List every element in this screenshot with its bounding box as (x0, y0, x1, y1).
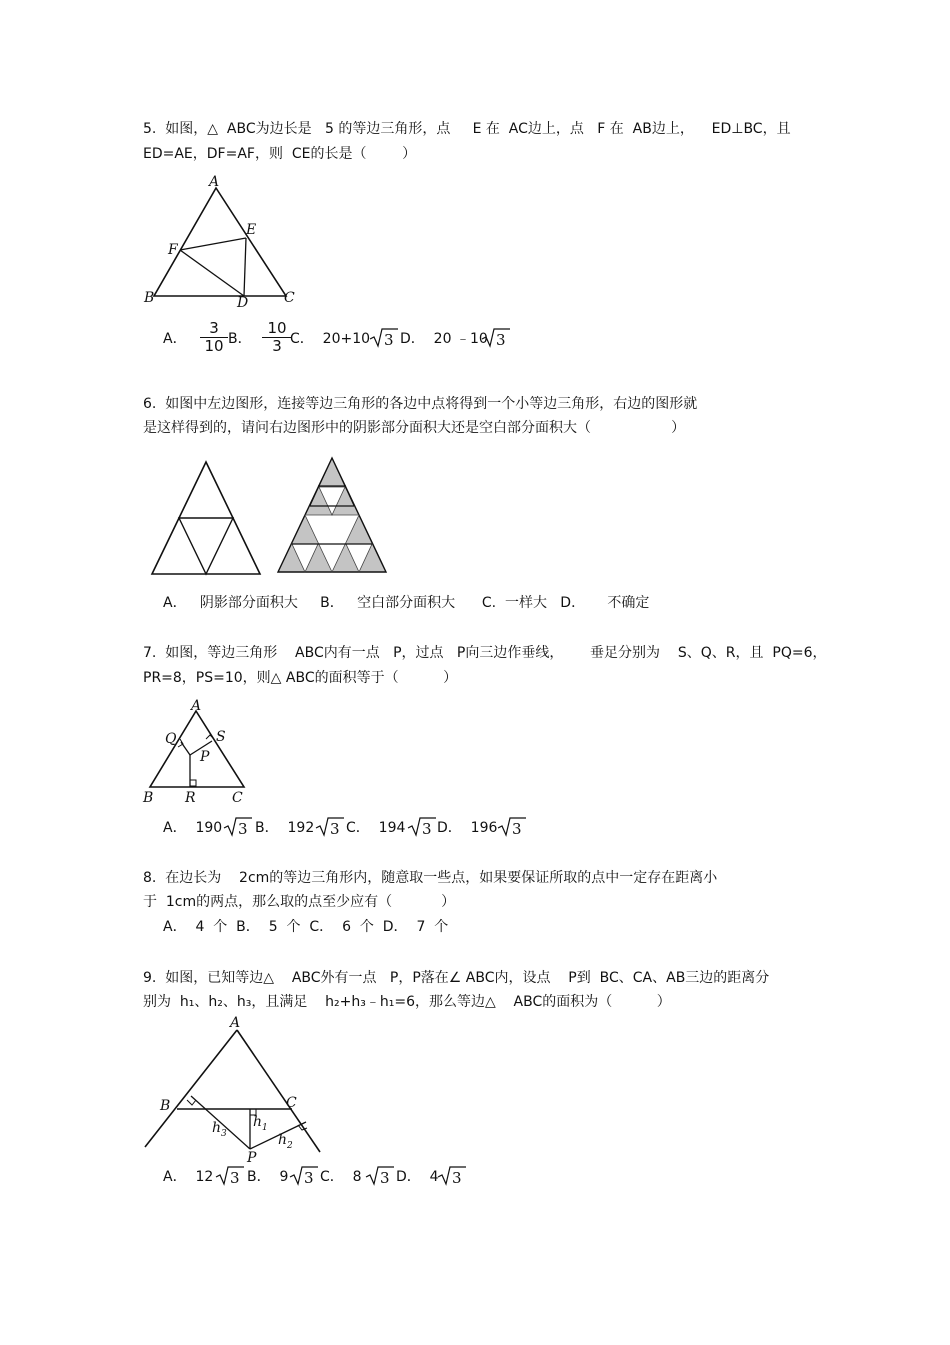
q7-option-b-radicand: 3 (330, 820, 340, 838)
q7-option-b-sqrt (314, 815, 346, 839)
q6-right-figure (272, 450, 397, 580)
q9-option-b-sqrt (288, 1164, 320, 1188)
q5-option-c-label: C． 20+10 (290, 331, 371, 347)
q9-label-h2-sub: 2 (287, 1141, 293, 1151)
q9-label-h1-sub: 1 (262, 1123, 268, 1133)
q5-label-e: E (246, 222, 257, 238)
q9-option-a-sqrt (214, 1164, 246, 1188)
q6-left-figure (140, 450, 270, 580)
q5-option-d-radicand: 3 (496, 331, 506, 349)
q5-option-d-sqrt (480, 326, 512, 350)
q9-option-d-radicand: 3 (452, 1169, 462, 1187)
q9-option-d-label: D． 4 (396, 1169, 439, 1185)
q9-stem-line1: 9. 如图，已知等边△ ABC外有一点 P，P落在∠ ABC内，设点 P到 BC、CA、AB三边的距离分 (143, 970, 770, 986)
q9-label-p: P (247, 1150, 257, 1166)
q7-figure (140, 695, 255, 810)
q7-label-a: A (191, 698, 202, 714)
q9-option-a-radicand: 3 (230, 1169, 240, 1187)
q5-option-b-numerator: 10 (267, 319, 287, 337)
q7-label-q: Q (165, 731, 177, 747)
q9-label-h2: h (278, 1132, 288, 1148)
q6-stem-line2: 是这样得到的，请问右边图形中的阴影部分面积大还是空白部分面积大（ ） (143, 420, 686, 436)
q7-option-a-sqrt (222, 815, 254, 839)
q5-stem-line2: ED=AE，DF=AF，则 CE的长是（ ） (143, 146, 417, 162)
q7-label-r: R (185, 790, 196, 806)
q7-option-b-label: B． 192 (255, 820, 315, 836)
q7-option-c-radicand: 3 (422, 820, 432, 838)
q5-label-f: F (168, 242, 178, 258)
q5-label-d: D (237, 295, 249, 310)
q9-option-c-sqrt (364, 1164, 396, 1188)
q7-label-s: S (216, 729, 226, 745)
q8-stem-line2: 于 1cm的两点，那么取的点至少应有（ ） (143, 894, 456, 910)
q8-stem-line1: 8. 在边长为 2cm的等边三角形内，随意取一些点，如果要保证所取的点中一定存在距离小 (143, 870, 718, 886)
q9-option-d-sqrt (436, 1164, 468, 1188)
q9-stem-line2: 别为 h₁、h₂、h₃，且满足 h₂+h₃﹣h₁=6，那么等边△ ABC的面积为（ ） (143, 994, 671, 1010)
q9-label-h3: h (212, 1120, 222, 1136)
q7-label-c: C (232, 790, 243, 806)
q7-stem-line1: 7. 如图，等边三角形 ABC内有一点 P，过点 P向三边作垂线， 垂足分别为 S、Q、R，且 PQ=6， (143, 645, 827, 661)
q8-options: A． 4 个 B． 5 个 C． 6 个 D． 7 个 (163, 919, 449, 935)
q7-label-b: B (143, 790, 154, 806)
q9-label-h3-sub: 3 (221, 1129, 227, 1139)
q7-option-c-sqrt (406, 815, 438, 839)
q5-option-a-denominator: 10 (200, 337, 228, 355)
q5-option-b-denominator: 3 (262, 337, 292, 355)
q5-stem-line1: 5. 如图，△ ABC为边长是 5 的等边三角形，点 E 在 AC边上，点 F 在 AB边上， ED⊥BC，且 (143, 121, 791, 137)
q9-label-h1: h (253, 1114, 263, 1130)
q5-figure (140, 170, 310, 310)
q5-option-b-fraction (262, 320, 292, 355)
q7-option-d-label: D． 196 (437, 820, 498, 836)
q9-option-b-label: B． 9 (247, 1169, 289, 1185)
q5-label-a: A (209, 174, 220, 190)
q7-option-c-label: C． 194 (346, 820, 406, 836)
q9-option-b-radicand: 3 (304, 1169, 314, 1187)
q5-option-a-label: A． (163, 331, 187, 347)
q6-options: A． 阴影部分面积大 B． 空白部分面积大 C. 一样大 D． 不确定 (163, 595, 650, 611)
q5-option-b-label: B． (228, 331, 252, 347)
q5-option-c-sqrt (368, 326, 400, 350)
q7-option-a-radicand: 3 (238, 820, 248, 838)
q5-option-c-radicand: 3 (384, 331, 394, 349)
q9-figure (140, 1012, 330, 1167)
q5-option-d-label: D． 20 ﹣10 (400, 331, 488, 347)
q9-option-a-label: A． 12 (163, 1169, 214, 1185)
q5-label-b: B (144, 290, 155, 306)
q7-stem-line2: PR=8，PS=10，则△ ABC的面积等于（ ） (143, 670, 458, 686)
q7-option-d-radicand: 3 (512, 820, 522, 838)
q5-label-c: C (284, 290, 295, 306)
q5-option-a-numerator: 3 (209, 319, 219, 337)
q5-option-a-fraction (200, 320, 228, 355)
q9-label-c: C (286, 1095, 297, 1111)
q7-option-a-label: A． 190 (163, 820, 223, 836)
q9-label-a: A (230, 1015, 241, 1031)
q7-label-p: P (200, 749, 210, 765)
q9-label-b: B (160, 1098, 171, 1114)
q7-option-d-sqrt (496, 815, 528, 839)
q6-stem-line1: 6. 如图中左边图形，连接等边三角形的各边中点将得到一个小等边三角形，右边的图形就 (143, 396, 698, 412)
q9-option-c-label: C． 8 (320, 1169, 362, 1185)
q9-option-c-radicand: 3 (380, 1169, 390, 1187)
